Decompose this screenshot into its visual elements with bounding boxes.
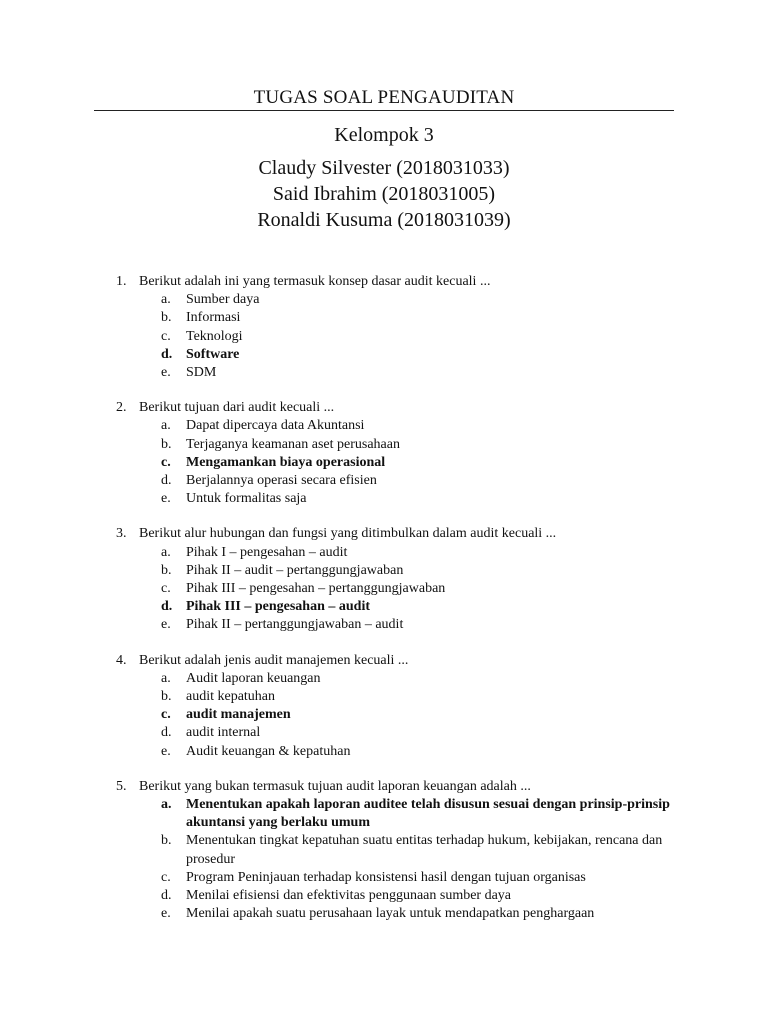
option-letter: d. [161,346,173,362]
option-letter: e. [161,743,171,759]
option-text: Pihak III – pengesahan – pertanggungjawaban [186,581,446,597]
answer-option [161,905,686,923]
answer-option [161,869,686,887]
option-text: audit manajemen [186,707,291,723]
option-letter: c. [161,869,171,885]
answer-option [161,562,686,580]
answer-option [161,743,686,761]
option-text: Sumber daya [186,292,260,308]
answer-option [161,832,686,868]
option-text: Menentukan tingkat kepatuhan suatu entitas terhadap hukum, kebijakan, rencana dan prosedur [186,833,663,867]
option-list [116,291,686,382]
question-stem [116,652,686,670]
question-text: Berikut tujuan dari audit kecuali ... [139,400,335,416]
option-text: Audit keuangan & kepatuhan [186,743,351,759]
answer-option [161,490,686,508]
question-number: 3. [116,526,127,542]
question-text: Berikut adalah jenis audit manajemen kecuali ... [139,652,409,668]
question-stem [116,778,686,796]
answer-option [161,670,686,688]
question-item [116,273,686,382]
option-text: Informasi [186,310,241,326]
option-letter: d. [161,599,173,615]
answer-option-correct [161,346,686,364]
question-number: 4. [116,652,127,668]
option-letter: a. [161,797,172,813]
option-letter: a. [161,670,171,686]
option-text: audit internal [186,725,261,741]
option-text: Pihak II – audit – pertanggungjawaban [186,562,404,578]
option-letter: e. [161,491,171,507]
option-letter: a. [161,418,171,434]
option-text: Audit laporan keuangan [186,670,321,686]
answer-option-correct [161,454,686,472]
answer-option [161,291,686,309]
option-letter: c. [161,581,171,597]
option-letter: d. [161,725,172,741]
option-text: Menilai efisiensi dan efektivitas penggunaan sumber daya [186,888,512,904]
question-item [116,778,686,924]
option-letter: e. [161,617,171,633]
option-text: Pihak III – pengesahan – audit [186,599,371,615]
answer-option-correct [161,796,686,832]
document-title: TUGAS SOAL PENGAUDITAN [253,87,515,108]
option-text: Pihak I – pengesahan – audit [186,544,348,560]
question-stem [116,399,686,417]
option-text: Menilai apakah suatu perusahaan layak untuk mendapatkan penghargaan [186,906,595,922]
option-letter: c. [161,707,171,723]
answer-option [161,688,686,706]
question-number: 5. [116,778,127,794]
option-letter: c. [161,328,171,344]
answer-option [161,580,686,598]
option-list [116,544,686,635]
option-text: SDM [186,365,217,381]
option-letter: d. [161,473,172,489]
option-text: Untuk formalitas saja [186,491,307,507]
answer-option [161,364,686,382]
member-list [0,155,768,233]
option-text: Dapat dipercaya data Akuntansi [186,418,365,434]
question-list [116,273,686,941]
option-list [116,670,686,761]
option-list [116,417,686,508]
question-text: Berikut alur hubungan dan fungsi yang ditimbulkan dalam audit kecuali ... [139,526,557,542]
answer-option-correct [161,706,686,724]
answer-option [161,472,686,490]
option-letter: a. [161,544,171,560]
option-text: Software [186,346,240,362]
question-text: Berikut adalah ini yang termasuk konsep dasar audit kecuali ... [139,274,491,289]
option-text: audit kepatuhan [186,689,276,705]
option-letter: c. [161,454,171,470]
question-number: 1. [116,274,127,289]
option-text: Berjalannya operasi secara efisien [186,473,377,489]
option-letter: d. [161,888,172,904]
option-letter: a. [161,292,171,308]
group-name: Kelompok 3 [334,124,434,146]
question-item [116,652,686,761]
member-name: Said Ibrahim (2018031005) [272,183,496,205]
option-letter: b. [161,833,172,849]
option-letter: e. [161,365,171,381]
answer-option [161,724,686,742]
answer-option [161,436,686,454]
question-stem [116,273,686,291]
option-letter: e. [161,906,171,922]
question-number: 2. [116,400,127,416]
member-name: Claudy Silvester (2018031033) [258,157,510,179]
option-text: Teknologi [186,328,243,344]
option-text: Mengamankan biaya operasional [186,454,386,470]
option-letter: b. [161,689,172,705]
question-stem [116,525,686,543]
option-text: Menentukan apakah laporan auditee telah disusun sesuai dengan prinsip-prinsip akuntansi yang berlaku umum [186,797,670,831]
answer-option [161,616,686,634]
member-name: Ronaldi Kusuma (2018031039) [257,209,511,231]
question-item [116,525,686,634]
option-letter: b. [161,436,172,452]
option-text: Program Peninjauan terhadap konsistensi hasil dengan tujuan organisas [186,869,586,885]
answer-option-correct [161,598,686,616]
question-text: Berikut yang bukan termasuk tujuan audit laporan keuangan adalah ... [139,778,531,794]
answer-option [161,544,686,562]
option-list [116,796,686,923]
answer-option [161,417,686,435]
option-letter: b. [161,562,172,578]
answer-option [161,328,686,346]
option-text: Pihak II – pertanggungjawaban – audit [186,617,404,633]
question-item [116,399,686,508]
answer-option [161,887,686,905]
option-text: Terjaganya keamanan aset perusahaan [186,436,400,452]
option-letter: b. [161,310,172,326]
title-divider [94,110,674,111]
answer-option [161,309,686,327]
